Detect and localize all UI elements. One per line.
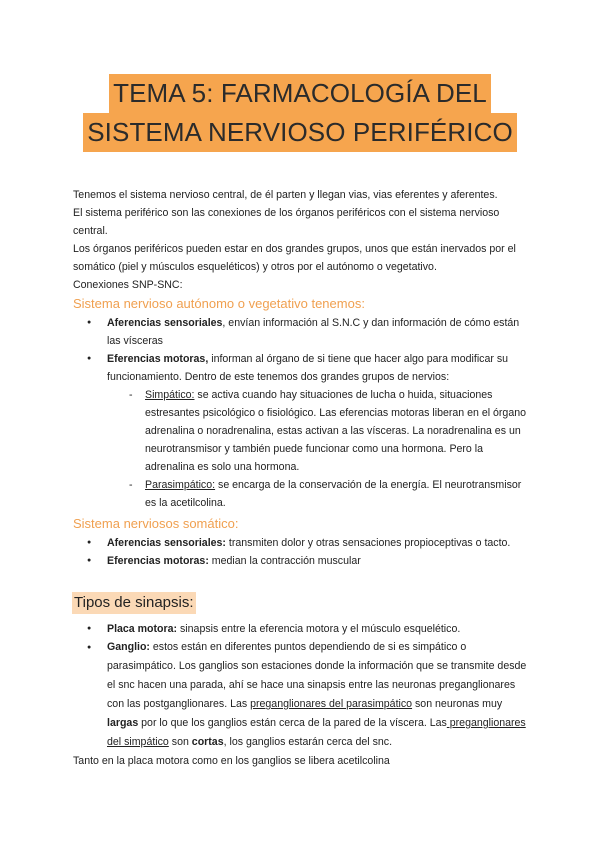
term-bold: Aferencias sensoriales: — [107, 537, 226, 549]
intro-paragraph-1: Tenemos el sistema nervioso central, de él parten y llegan vias, vias eferentes y aferentes. — [73, 189, 498, 201]
intro-paragraph-3: Los órganos periféricos pueden estar en dos grandes grupos, unos que están inervados por el somático (piel y músculos esqueléticos) y otros por el autónomo o vegetativo. — [73, 243, 516, 273]
term-bold: cortas — [191, 736, 224, 748]
sinapsis-list — [73, 620, 533, 752]
item-text: , envían información al S.N.C y dan información de cómo están las vísceras — [107, 317, 520, 347]
term-underlined: preganglionares del parasimpático — [250, 698, 413, 710]
intro-paragraph-4: Conexiones SNP-SNC: — [73, 279, 183, 291]
term-bold: Placa motora: — [107, 623, 178, 635]
term-bold: largas — [107, 717, 139, 729]
term-bold: Eferencias motoras, — [107, 353, 209, 365]
item-text: por lo que los ganglios están cerca de la pared de la víscera. Las — [138, 717, 447, 729]
section-heading-somatico: Sistema nerviosos somático: — [73, 516, 239, 531]
sublist-item — [73, 476, 533, 512]
list-item — [73, 350, 533, 512]
term-bold: Eferencias motoras: — [107, 555, 209, 567]
list-item — [73, 620, 533, 638]
autonomo-list — [73, 314, 533, 512]
title-line-1: TEMA 5: FARMACOLOGÍA DEL — [109, 74, 491, 113]
item-text: se encarga de la conservación de la energía. El neurotransmisor es la acetilcolina. — [145, 479, 522, 509]
intro-paragraph-2: El sistema periférico son las conexiones de los órganos periféricos con el sistema nervioso central. — [73, 207, 500, 237]
term-underlined: preganglionares del simpático — [107, 717, 526, 748]
term-bold: Aferencias sensoriales — [107, 317, 223, 329]
closing-paragraph: Tanto en la placa motora como en los ganglios se libera acetilcolina — [73, 755, 390, 767]
list-item — [73, 638, 533, 752]
list-item — [73, 534, 533, 552]
term-bold: Ganglio: — [107, 641, 150, 653]
nervios-sublist — [73, 386, 533, 512]
item-text: estos están en diferentes puntos dependiendo de si es simpático o parasimpático. Los ganglios son estaciones donde la información que se transmite desde el snc hacen una parada, ahí se hace una sinapsis entre las neuronas preganglionares con las postganglionares. Las — [107, 641, 527, 710]
item-text: son — [168, 736, 192, 748]
term-underlined: Parasimpático: — [145, 479, 216, 491]
somatico-list — [73, 534, 533, 570]
list-item — [73, 552, 533, 570]
sublist-item — [73, 386, 533, 476]
document-title — [0, 74, 600, 152]
item-text: median la contracción muscular — [208, 555, 361, 567]
item-text: sinapsis entre la eferencia motora y el músculo esquelético. — [177, 623, 461, 635]
item-text: transmiten dolor y otras sensaciones propioceptivas o tacto. — [225, 537, 511, 549]
title-line-2: SISTEMA NERVIOSO PERIFÉRICO — [83, 113, 517, 152]
section-heading-sinapsis: Tipos de sinapsis: — [72, 592, 196, 614]
document-body — [73, 186, 533, 770]
item-text: se activa cuando hay situaciones de lucha o huida, situaciones estresantes psicológico o fisiológico. Las eferencias motoras liberan en el órgano adrenalina o noradrenalina, estas activan a las vísceras. La noradrenalina es un neurotransmisor y también puede funcionar como una hormona. Pero la adrenalina es solo una hormona. — [145, 389, 527, 473]
list-item — [73, 314, 533, 350]
term-underlined: Simpático: — [145, 389, 195, 401]
item-text: , los ganglios estarán cerca del snc. — [223, 736, 393, 748]
section-heading-autonomo: Sistema nervioso autónomo o vegetativo tenemos: — [73, 296, 365, 311]
item-text: son neuronas muy — [412, 698, 503, 710]
item-text: informan al órgano de si tiene que hacer algo para modificar su funcionamiento. Dentro de este tenemos dos grandes grupos de nervios: — [107, 353, 509, 383]
